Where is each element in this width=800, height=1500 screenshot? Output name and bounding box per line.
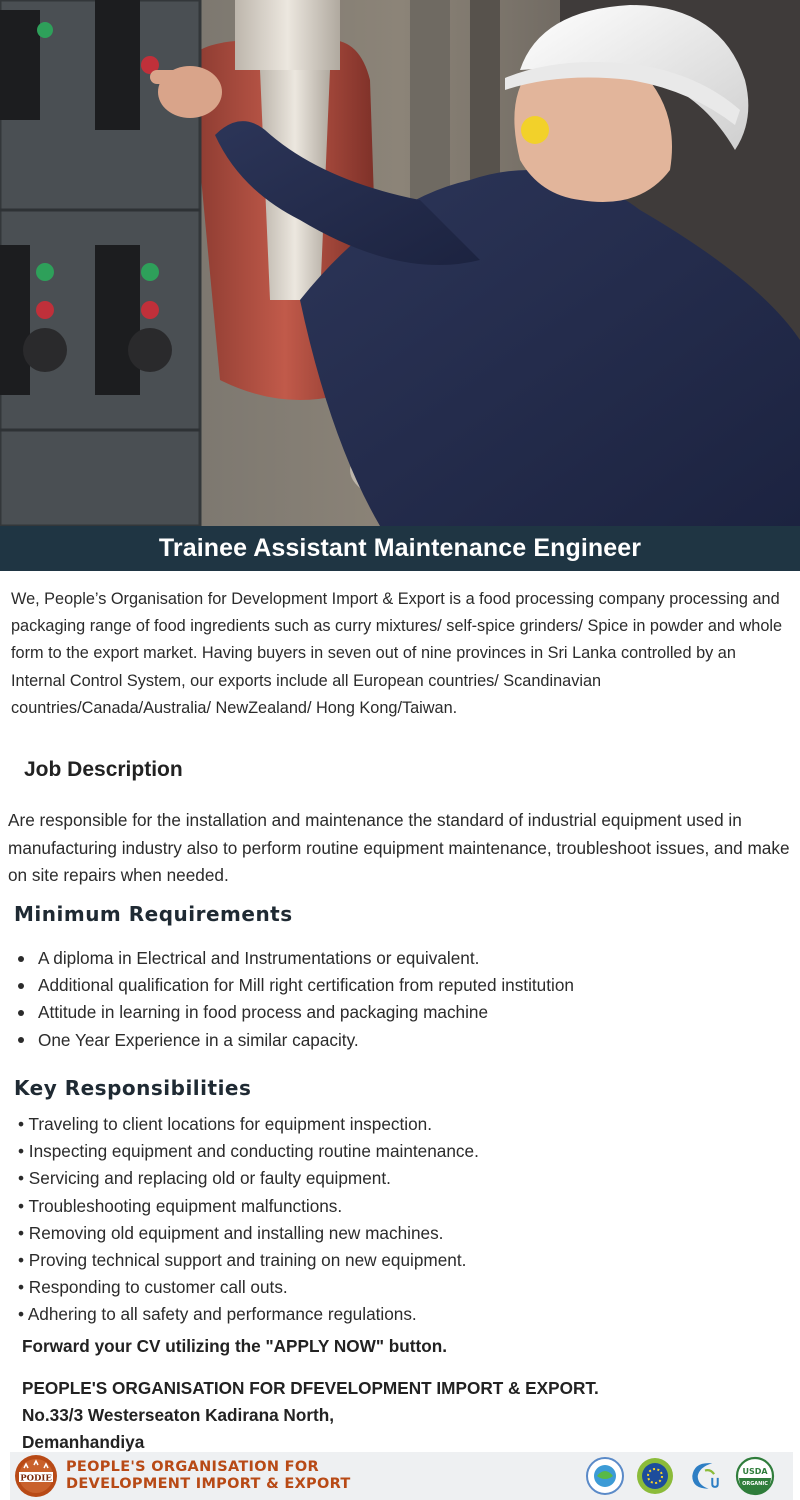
bullet-icon [18,956,24,962]
key-responsibilities-heading: Key Responsibilities [14,1076,252,1100]
apply-instruction: Forward your CV utilizing the "APPLY NOW" button. [22,1336,447,1356]
svg-text:USDA: USDA [742,1467,768,1476]
svg-text:PODIE: PODIE [20,1473,52,1484]
bullet-icon [18,983,24,989]
footer-bar [10,1452,793,1500]
world-fair-trade-icon [585,1456,625,1496]
list-item: • Inspecting equipment and conducting routine maintenance. [18,1141,479,1162]
title-bar [0,526,800,571]
requirements-list [16,945,776,1054]
certification-badges [585,1456,775,1496]
job-description-heading: Job Description [24,758,183,781]
address-line-street: No.33/3 Westerseaton Kadirana North, [22,1405,335,1426]
podie-logo-icon [14,1454,58,1498]
engineer-illustration [0,0,800,526]
bullet-icon [18,1010,24,1016]
job-description-text: Are responsible for the installation and maintenance the standard of industrial equipment used in manufacturing industry also to perform routine equipment maintenance, troubleshoot issues, and make on site repairs when needed. [8,810,790,885]
requirement-text: Additional qualification for Mill right certification from reputed institution [38,975,574,996]
list-item: • Troubleshooting equipment malfunctions. [18,1195,343,1216]
address-line-city: Demanhandiya [22,1432,145,1453]
requirement-text: Attitude in learning in food process and packaging machine [38,1002,489,1023]
usda-organic-icon [735,1456,775,1496]
eu-leaf-icon [685,1456,725,1496]
company-intro: We, People’s Organisation for Development Import & Export is a food processing company processing and packaging range of food ingredients such as curry mixtures/ self-spice grinders/ Spice in powder and whole form to the export market. Having buyers in seven out of nine provinces in Sri Lanka controlled by an Internal Control System, our exports include all European countries/ Scandinavian countries/Canada/Australia/ NewZealand/ Hong Kong/Taiwan. [11,590,783,717]
hero-photo [0,0,800,526]
requirement-text: A diploma in Electrical and Instrumentations or equivalent. [38,948,480,968]
list-item [16,999,776,1026]
list-item: • Traveling to client locations for equipment inspection. [18,1114,432,1134]
minimum-requirements-heading: Minimum Requirements [14,902,293,926]
brand-line: DEVELOPMENT IMPORT & EXPORT [66,1476,351,1492]
list-item [16,972,776,999]
list-item: • Adhering to all safety and performance regulations. [18,1304,417,1325]
list-item: • Responding to customer call outs. [18,1277,288,1298]
brand-line: PEOPLE'S ORGANISATION FOR [66,1459,319,1475]
brand-name [66,1459,351,1493]
list-item: • Removing old equipment and installing new machines. [18,1222,444,1243]
list-item: • Servicing and replacing old or faulty equipment. [18,1168,391,1189]
responsibilities-list [18,1111,778,1329]
list-item [16,945,776,972]
company-address [22,1375,599,1457]
address-line-company: PEOPLE'S ORGANISATION FOR DFEVELOPMENT IMPORT & EXPORT. [22,1378,599,1398]
list-item [16,1027,776,1054]
eu-organic-icon [635,1456,675,1496]
page-title: Trainee Assistant Maintenance Engineer [158,534,642,562]
bullet-icon [18,1037,24,1043]
requirement-text: One Year Experience in a similar capacity. [38,1029,359,1050]
list-item: • Proving technical support and training on new equipment. [18,1250,467,1271]
svg-text:ORGANIC: ORGANIC [742,1481,768,1487]
